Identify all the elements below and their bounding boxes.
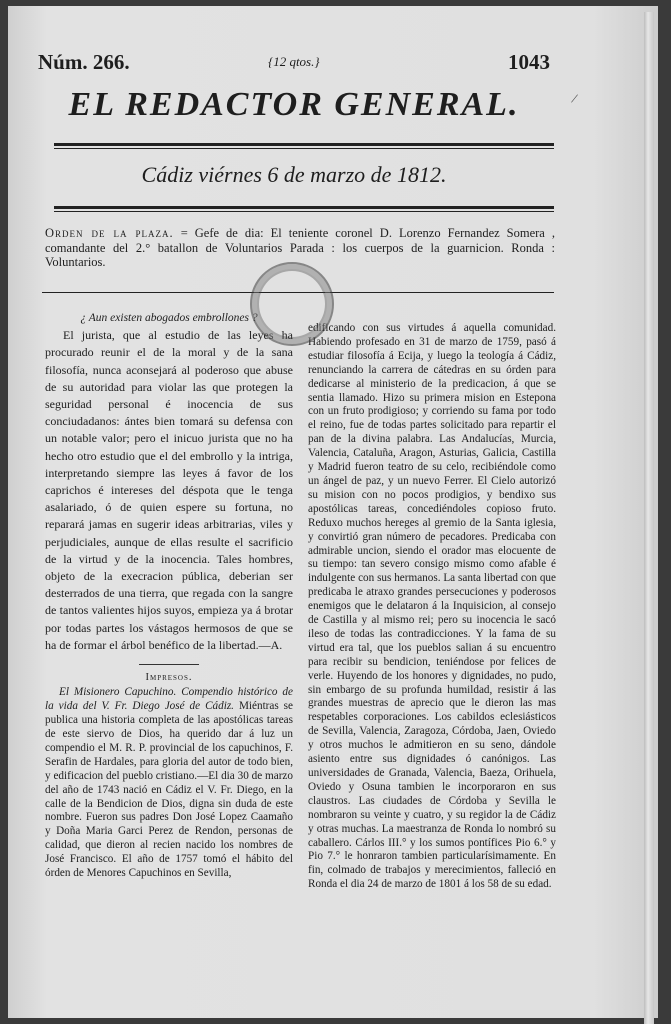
column-right [308, 322, 556, 892]
impresos-rule [139, 664, 199, 665]
dateline-rule-thin [54, 211, 554, 212]
orden-text: = Gefe de dia: El teniente coronel D. Lorenzo Fernandez Somera , comandante del 2.° batallon de Voluntarios Parada : los cuerpos de la guarnicion. Ronda : Voluntarios. [45, 226, 555, 269]
page-number: 1043 [508, 50, 550, 74]
margin-mark: / [569, 91, 579, 108]
impresos-lead: El Misionero Capuchino. Compendio histórico de la vida del V. Fr. Diego José de Cádiz. [45, 686, 293, 713]
orden-label: Orden de la plaza. [45, 226, 174, 240]
impresos-text: Miéntras se publica una historia completa de las apostólicas tareas de este siervo de Dios, ha querido dar á luz un compendio el M. R. P. provincial de los capuchinos, F. Serafin de Hardales, para gloria del autor de todo bien, y edificacion del pueblo cristiano.—El dia 30 de marzo del año de 1743 nació en Cádiz el V. Fr. Diego, en la calle de la Bendicion de Dios, digna sin duda de este nombre. Fueron sus padres Don José Lopez Caamaño y Doña Maria Garci Perez de Rendon, personas de calidad, que dieron al recien nacido los nombres de José Francisco. El año de 1757 tomó el hábito del órden de Menores Capuchinos en Sevilla, [45, 700, 294, 880]
newspaper-page [8, 6, 658, 1018]
masthead-title: EL REDACTOR GENERAL. [68, 86, 520, 123]
article-signature: —A. [258, 637, 283, 652]
impresos-heading: Impresos. [145, 672, 193, 684]
page-edge [644, 12, 654, 1024]
issue-number: Núm. 266. [38, 50, 130, 74]
article-body [45, 327, 293, 654]
article-body-text: El jurista, que al estudio de las leyes ha procurado reunir el de la moral y de la sana filosofía, nunca aconsejará al poderoso que abuse de su autoridad para violar las que protegen la seguridad personal é inocencia de sus conciudadanos: ántes bien tomará su defensa con un notable valor; pero el inicuo jurista que no ha hecho otro estudio que el del embrollo y la intriga, interpretando siempre las leyes á favor de los caprichos é intereses del déspota que le tenga asalariado, ó de quien espere su fortuna, no reparará jamas en sugerir ideas arbitrarias, viles y perjudiciales, aunque de ellas resulte el sacrificio de la virtud y de la inocencia. Tales hombres, objeto de la execracion pública, deberian ser desterrados de una tierra, que regada con la sangre de tantos valientes hijos suyos, empieza ya á brotar por todas partes los vástagos hermosos de que se ha de formar el árbol benéfico de la libertad. [45, 328, 293, 652]
masthead-rule-top-thin [54, 148, 554, 149]
continuation-body: edificando con sus virtudes á aquella comunidad. Habiendo profesado en 31 de marzo de 1759, pasó á estudiar filosofía á Ecija, y luego la teología á Cádiz, renunciando la carrera de cátedras en su órden para dedicarse al ministerio de la predicacion, á que se sentia llamado. Hizo su primera mision en Estepona con un fruto prodigioso; y corriendo su fama por todo el reino, fue de todas partes solicitado para repartir el pan de la divina palabra. Las Andalucías, Murcia, Valencia, Cataluña, Aragon, Asturias, Galicia, Castilla y Madrid fueron teatro de su celo, recibiéndole como un ángel de paz, y un nuevo Ferrer. El Cielo autorizó su mision con no pocos prodigios, y bendixo sus apostólicas tareas, concediéndoles copioso fruto. Reduxo muchos hereges al gremio de la Santa iglesia, y convirtió gran número de pecadores. Predicaba con admirable uncion, siendo el orador mas elocuente de su tiempo: tan severo consigo mismo como afable é indulgente con sus hermanos. La santa libertad con que predicaba le atraxo grandes persecuciones y poderosos enemigos que le delataron á la Inquisicion, al consejo de Castilla y al mismo rei; pero su inocencia le sacó ileso de todas las contradicciones. Y la fama de su virtud era tal, que los pueblos salian á su encuentro para recibir su bendicion, teniéndose por felices de verle. Huyendo de los honores y dignidades, no pudo, sin embargo de su profunda humildad, resistir á las grandes muestras de aprecio que le dieron las mas respetables corporaciones. Los cabildos eclesiásticos de Sevilla, Valencia, Zaragoza, Córdoba, Jaen, Oviedo y otros muchos le admitieron en su seno, dándole asiento entre sus dignidades ó canónigos. Las universidades de Granada, Valencia, Baeza, Orihuela, Oviedo y Osuna tambien le incorporaron en sus claustros. Las ciudades de Córdoba y Sevilla le nombraron su veinte y cuatro, y su regidor la de Cádiz y otras muchas. La maestranza de Ronda lo nombró su caballero. Cárlos III.° y los sumos pontífices Pio 6.° y Pio 7.° le honraron tambien particularísimamente. En fin, colmado de trabajos y merecimientos, falleció en Ronda el dia 24 de marzo de 1801 á los 58 de su edad. [308, 322, 556, 891]
header-row [38, 50, 550, 76]
dateline: Cádiz viérnes 6 de marzo de 1812. [141, 162, 447, 187]
library-stamp [250, 262, 334, 346]
dateline-rule [54, 206, 554, 209]
article-subheading: ¿ Aun existen abogados embrollones ? [80, 312, 258, 324]
masthead-rule-top [54, 143, 554, 146]
column-left [45, 310, 293, 881]
price: {12 qtos.} [268, 54, 320, 69]
impresos-body [45, 686, 293, 881]
